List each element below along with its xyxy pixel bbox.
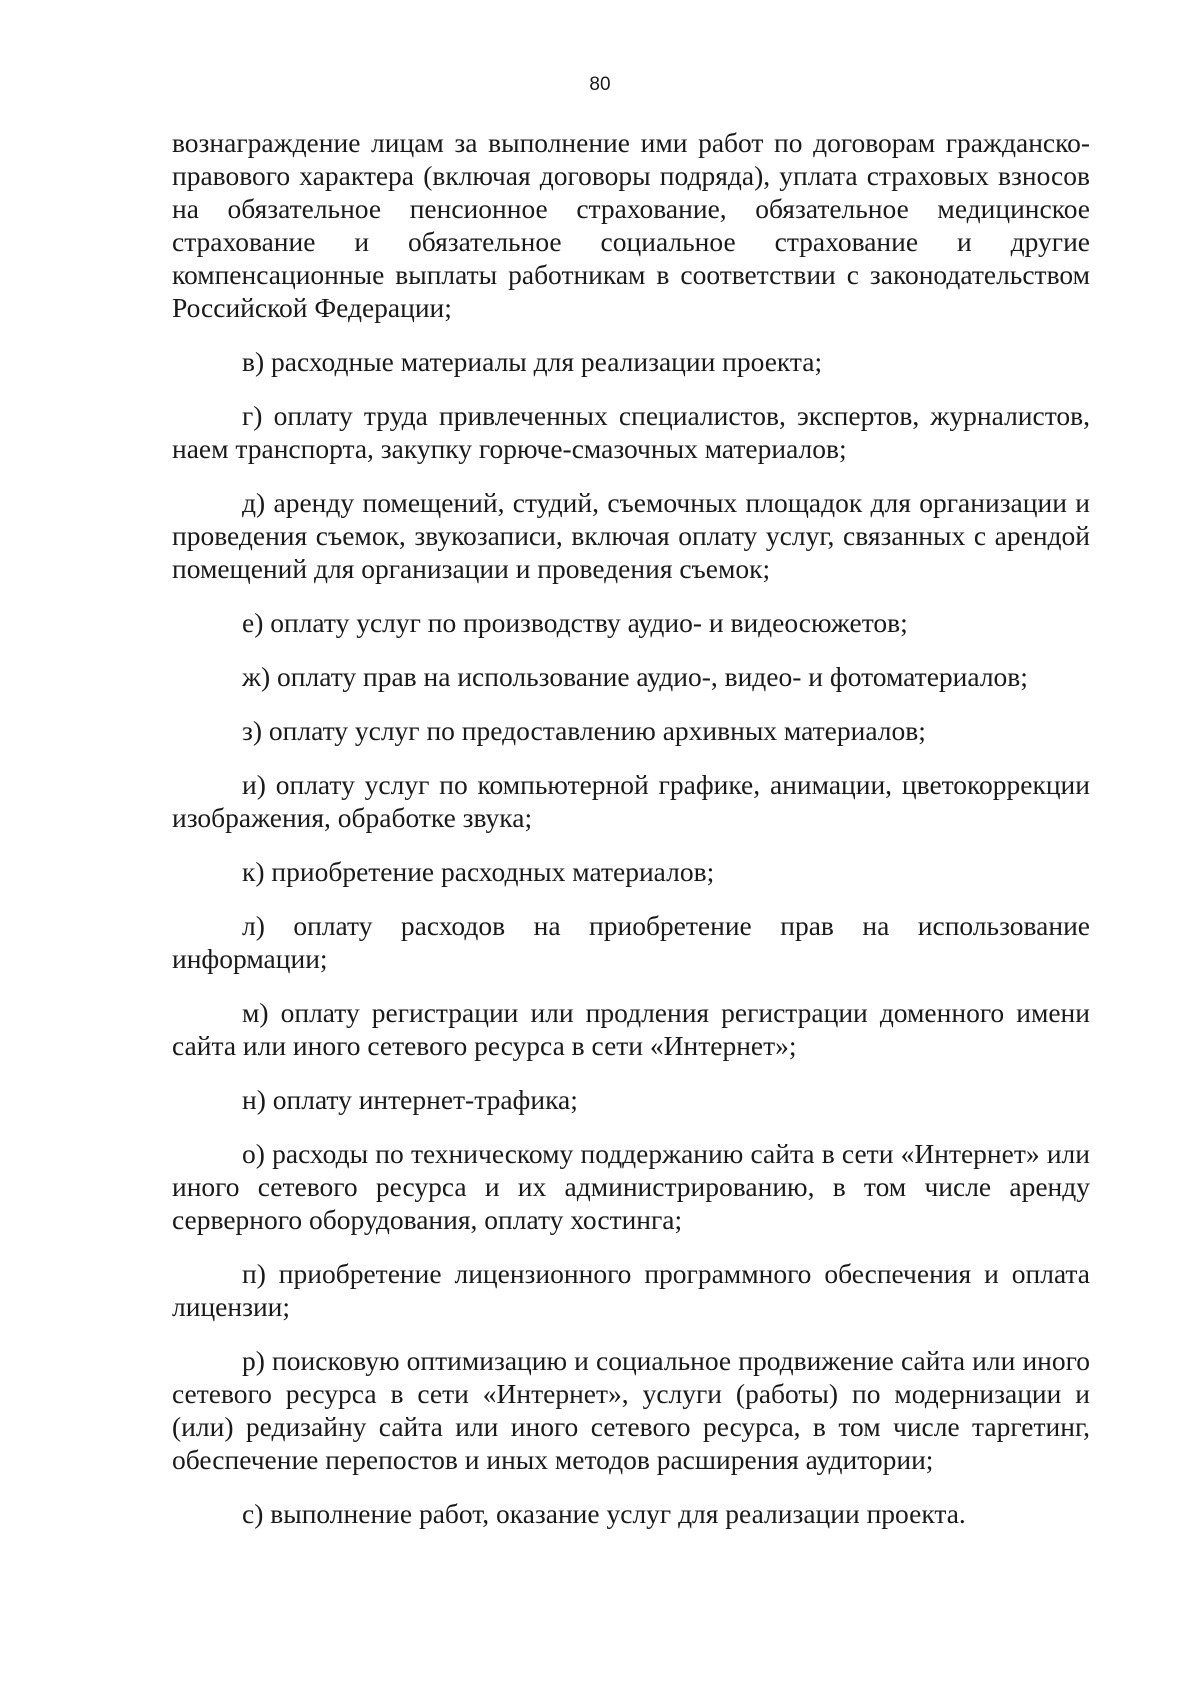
- list-item-n: н) оплату интернет-трафика;: [242, 1084, 578, 1115]
- opening-paragraph: вознаграждение лицам за выполнение ими работ по договорам гражданско-правового характера (включая договоры подряда), уплата страховых взносов на обязательное пенсионное страхование, обязательное медицинское страхование и обязательное социальное страхование и другие компенсационные выплаты работникам в соответствии с законодательством Российской Федерации;: [172, 127, 1090, 323]
- list-item-z: з) оплату услуг по предоставлению архивных материалов;: [242, 715, 926, 746]
- list-item-k: к) приобретение расходных материалов;: [242, 856, 715, 887]
- list-item-i: и) оплату услуг по компьютерной графике, анимации, цветокоррекции изображения, обработке звука;: [172, 769, 1090, 833]
- list-item-r: р) поисковую оптимизацию и социальное продвижение сайта или иного сетевого ресурса в сети «Интернет», услуги (работы) по модернизации и (или) редизайну сайта или иного сетевого ресурса, в том числе таргетинг, обеспечение перепостов и иных методов расширения аудитории;: [172, 1345, 1090, 1475]
- list-item-zh: ж) оплату прав на использование аудио-, видео- и фотоматериалов;: [242, 661, 1028, 692]
- list-item-m: м) оплату регистрации или продления регистрации доменного имени сайта или иного сетевого ресурса в сети «Интернет»;: [172, 997, 1090, 1061]
- list-item-l: л) оплату расходов на приобретение прав на использование информации;: [172, 910, 1090, 974]
- list-item-d: д) аренду помещений, студий, съемочных площадок для организации и проведения съемок, звукозаписи, включая оплату услуг, связанных с арендой помещений для организации и проведения съемок;: [172, 487, 1090, 584]
- list-item-p: п) приобретение лицензионного программного обеспечения и оплата лицензии;: [172, 1258, 1090, 1322]
- list-item-o: о) расходы по техническому поддержанию сайта в сети «Интернет» или иного сетевого ресурса и их администрированию, в том числе аренду серверного оборудования, оплату хостинга;: [172, 1138, 1090, 1235]
- list-item-g: г) оплату труда привлеченных специалистов, экспертов, журналистов, наем транспорта, закупку горюче-смазочных материалов;: [172, 400, 1090, 464]
- page-number: 80: [589, 74, 611, 95]
- list-item-s: с) выполнение работ, оказание услуг для реализации проекта.: [242, 1498, 966, 1529]
- list-item-e: е) оплату услуг по производству аудио- и видеосюжетов;: [242, 607, 908, 638]
- document-body: [172, 126, 1090, 1551]
- list-item-v: в) расходные материалы для реализации проекта;: [242, 346, 823, 377]
